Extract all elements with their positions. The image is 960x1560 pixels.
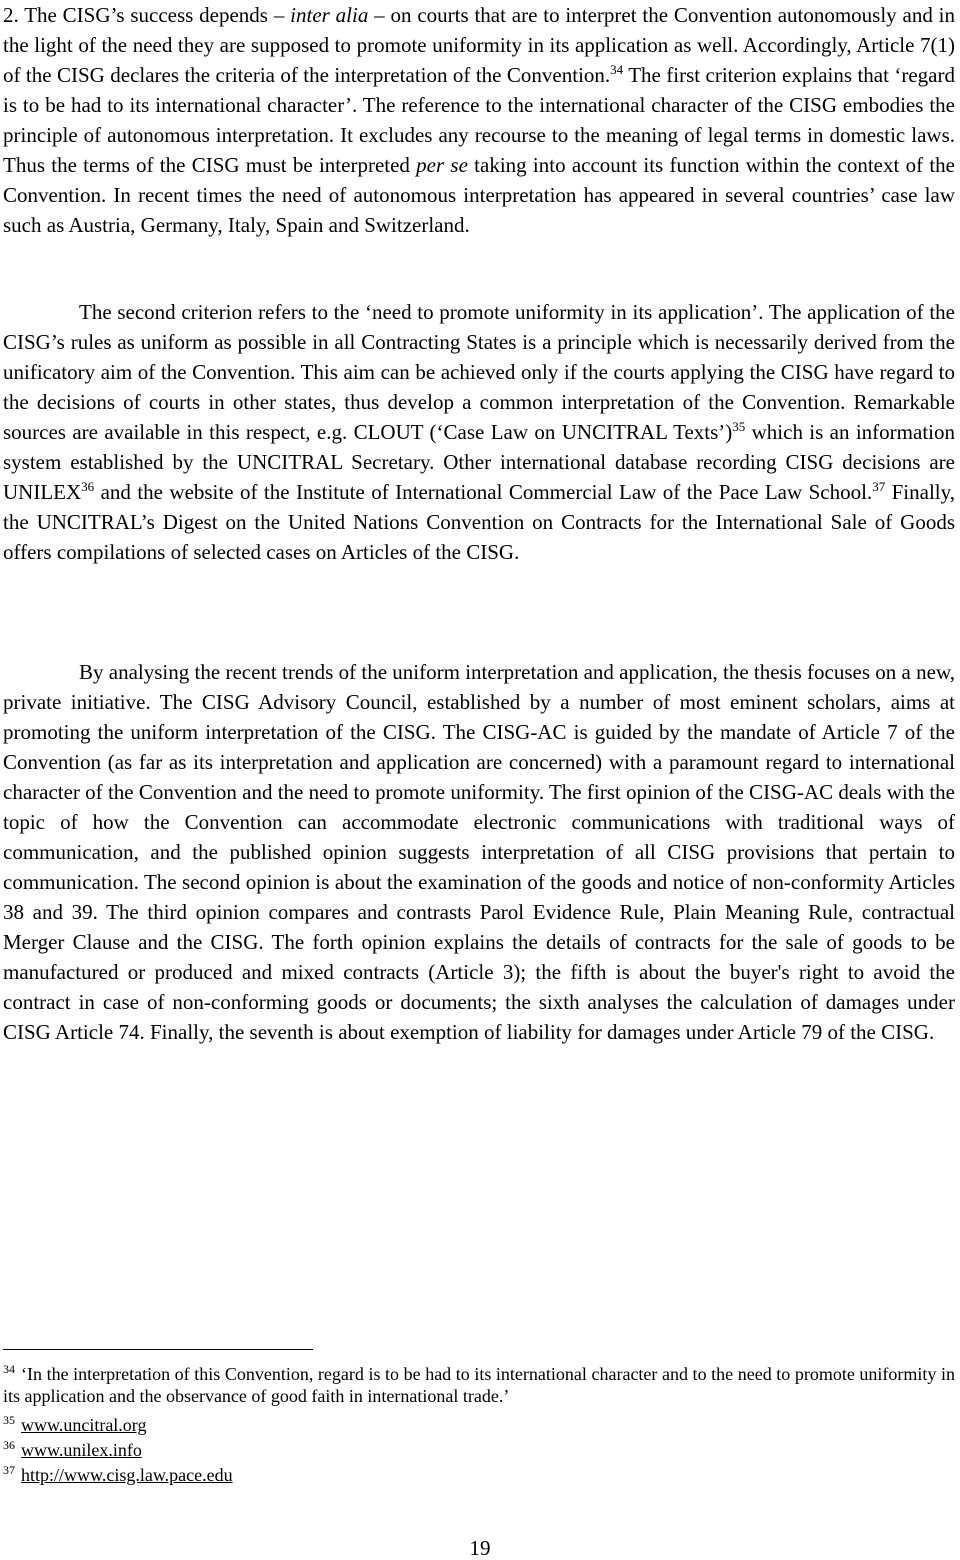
paragraph-text: taking into account its function within the context of the Convention. In recent times the need of autonomous interpretation has appeared in several countries’ case law such as Austria, Germany, Italy, Spain and Switzerland. — [3, 153, 955, 237]
italic-text: inter alia — [290, 3, 369, 27]
footnote-34 — [3, 1363, 955, 1407]
footnote-34-text: ‘In the interpretation of this Convention, regard is to be had to its international character and to the need to promote uniformity in its application and the observance of good faith in international trade.’ — [3, 1364, 955, 1406]
paragraph-text: Finally, the UNCITRAL’s Digest on the United Nations Convention on Contracts for the International Sale of Goods offers compilations of selected cases on Articles of the CISG. — [3, 480, 955, 564]
paragraph-text: which is an information system established by the UNCITRAL Secretary. Other international database recording CISG decisions are UNILEX — [3, 420, 955, 504]
footnote-reference: 34 — [610, 62, 624, 77]
page-number: 19 — [469, 1536, 491, 1560]
paragraph-text: The second criterion refers to the ‘need to promote uniformity in its application’. The application of the CISG’s rules as uniform as possible in all Contracting States is a principle which is necessarily derived from the unificatory aim of the Convention. This aim can be achieved only if the courts applying the CISG have regard to the decisions of courts in other states, thus develop a common interpretation of the Convention. Remarkable sources are available in this respect, e.g. CLOUT (‘Case Law on UNCITRAL Texts’) — [3, 300, 955, 444]
footnote-36-link[interactable]: www.unilex.info — [21, 1440, 142, 1460]
footnote-37-link[interactable]: http://www.cisg.law.pace.edu — [21, 1465, 233, 1485]
footnote-37 — [3, 1464, 955, 1486]
footnote-34-number: 34 — [3, 1362, 15, 1376]
footnote-35 — [3, 1414, 955, 1436]
body-paragraph-3 — [3, 657, 955, 1047]
body-paragraph-1 — [3, 0, 955, 240]
footnote-35-link[interactable]: www.uncitral.org — [21, 1415, 147, 1435]
footnote-37-number: 37 — [3, 1463, 15, 1477]
paragraph-text: – on courts that are to interpret the Convention autonomously and in the light of the need they are supposed to promote uniformity in its application as well. Accordingly, Article 7(1) of the CISG declares the criteria of the interpretation of the Convention. — [3, 3, 956, 87]
footnote-36-number: 36 — [3, 1438, 15, 1452]
italic-text: per se — [416, 153, 468, 177]
footnote-reference: 37 — [872, 479, 886, 494]
footnote-reference: 36 — [81, 479, 95, 494]
paragraph-text: By analysing the recent trends of the uniform interpretation and application, the thesis focuses on a new, private initiative. The CISG Advisory Council, established by a number of most eminent scholars, aims at promoting the uniform interpretation of the CISG. The CISG-AC is guided by the mandate of Article 7 of the Convention (as far as its interpretation and application are concerned) with a paramount regard to international character of the Convention and the need to promote uniformity. The first opinion of the CISG-AC deals with the topic of how the Convention can accommodate electronic communications with traditional ways of communication, and the published opinion suggests interpretation of all CISG provisions that pertain to communication. The second opinion is about the examination of the goods and notice of non-conformity Articles 38 and 39. The third opinion compares and contrasts Parol Evidence Rule, Plain Meaning Rule, contractual Merger Clause and the CISG. The forth opinion explains the details of contracts for the sale of goods to be manufactured or produced and mixed contracts (Article 3); the fifth is about the buyer's right to avoid the contract in case of non-conforming goods or documents; the sixth analyses the calculation of damages under CISG Article 74. Finally, the seventh is about exemption of liability for damages under Article 79 of the CISG. — [3, 660, 955, 1044]
paragraph-text: and the website of the Institute of International Commercial Law of the Pace Law School. — [94, 480, 873, 504]
footnote-separator — [3, 1349, 313, 1350]
footnote-36 — [3, 1439, 955, 1461]
footnote-reference: 35 — [732, 419, 746, 434]
paragraph-text: The first criterion explains that ‘regard is to be had to its international character’. The reference to the international character of the CISG embodies the principle of autonomous interpretation. It excludes any recourse to the meaning of legal terms in domestic laws. Thus the terms of the CISG must be interpreted — [3, 63, 955, 177]
body-paragraph-2 — [3, 297, 955, 567]
footnote-35-number: 35 — [3, 1413, 15, 1427]
paragraph-text: 2. The CISG’s success depends – — [3, 3, 291, 27]
